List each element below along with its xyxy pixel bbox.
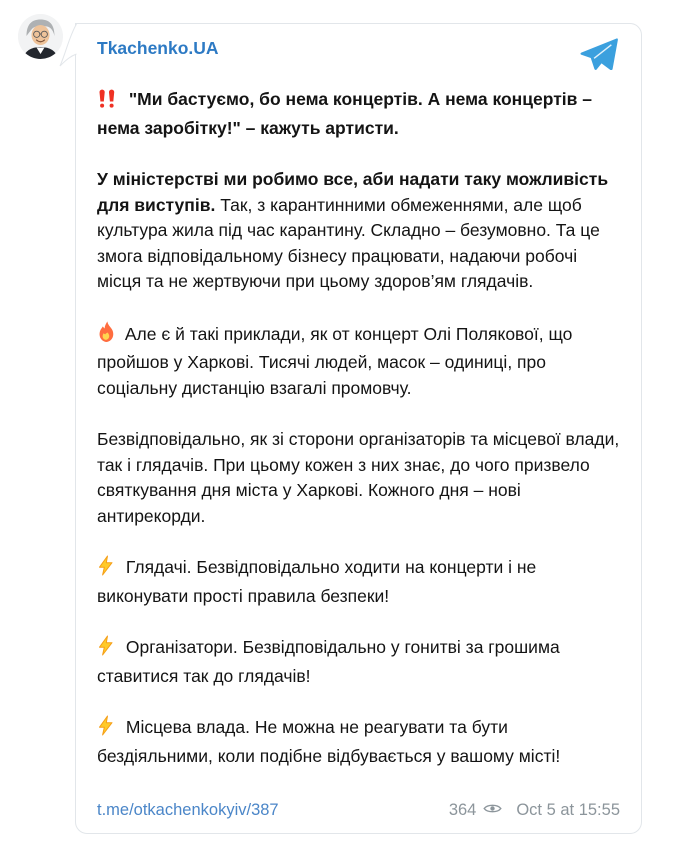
double-exclamation-icon [97, 89, 120, 116]
message-paragraph [97, 427, 620, 529]
channel-name-link[interactable]: Tkachenko.UA [97, 38, 219, 58]
lightning-icon [97, 715, 114, 744]
lightning-icon [97, 635, 114, 664]
paragraph-text-run: Безвідповідально, як зі сторони організаторів та місцевої влади, так і глядачів. При цьому кожен з них знає, до чого призвело святкування дня міста у Харкові. Кожного дня – нові антирекорди. [97, 429, 620, 526]
channel-avatar[interactable] [18, 14, 63, 59]
telegram-plane-icon[interactable] [580, 38, 618, 75]
paragraph-text-run: "Ми бастуємо, бо нема концертів. А нема концертів – нема заробітку!" – кажуть артисти. [97, 89, 592, 138]
paragraph-text-run: Організатори. Безвідповідально у гонитві за грошима ставитися так до глядачів! [97, 637, 560, 686]
paragraph-text-run: Глядачі. Безвідповідально ходити на концерти і не виконувати прості правила безпеки! [97, 557, 537, 606]
footer-meta [449, 801, 620, 820]
post-link[interactable]: t.me/otkachenkokyiv/387 [97, 801, 279, 819]
message-paragraph [97, 555, 620, 609]
paragraph-text-run: Але є й такі приклади, як от концерт Олі Полякової, що пройшов у Харкові. Тисячі людей, масок – одиниці, про соціальну дистанцію взагалі промовчу. [97, 323, 573, 398]
views-count: 364 [448, 801, 477, 819]
channel-avatar-photo [18, 14, 63, 59]
eye-icon [483, 801, 502, 820]
paragraph-text-run: У міністерстві ми робимо все, аби надати таку можливість для виступів. [97, 169, 609, 215]
message-bubble [75, 23, 642, 834]
message-paragraph [97, 87, 620, 141]
post-date: Oct 5 at 15:55 [516, 801, 620, 819]
message-footer [97, 801, 620, 820]
message-header [97, 34, 620, 75]
message-paragraph [97, 321, 620, 402]
message-paragraphs [97, 87, 620, 769]
message-paragraph [97, 167, 620, 295]
paragraph-text-run: Місцева влада. Не можна не реагувати та бути бездіяльними, коли подібне відбувається у вашому місті! [97, 717, 561, 766]
message-paragraph [97, 715, 620, 769]
fire-icon [97, 321, 117, 351]
message-paragraph [97, 635, 620, 689]
paragraph-text-run: Так, з карантинними обмеженнями, але щоб культура жила під час карантину. Складно – безумовно. Та це змога відповідальному бізнесу працювати, надаючи робочі місця та не жертвуючи при цьому здоров’ям глядачів. [97, 194, 600, 291]
bubble-tail [59, 23, 77, 69]
lightning-icon [97, 555, 114, 584]
